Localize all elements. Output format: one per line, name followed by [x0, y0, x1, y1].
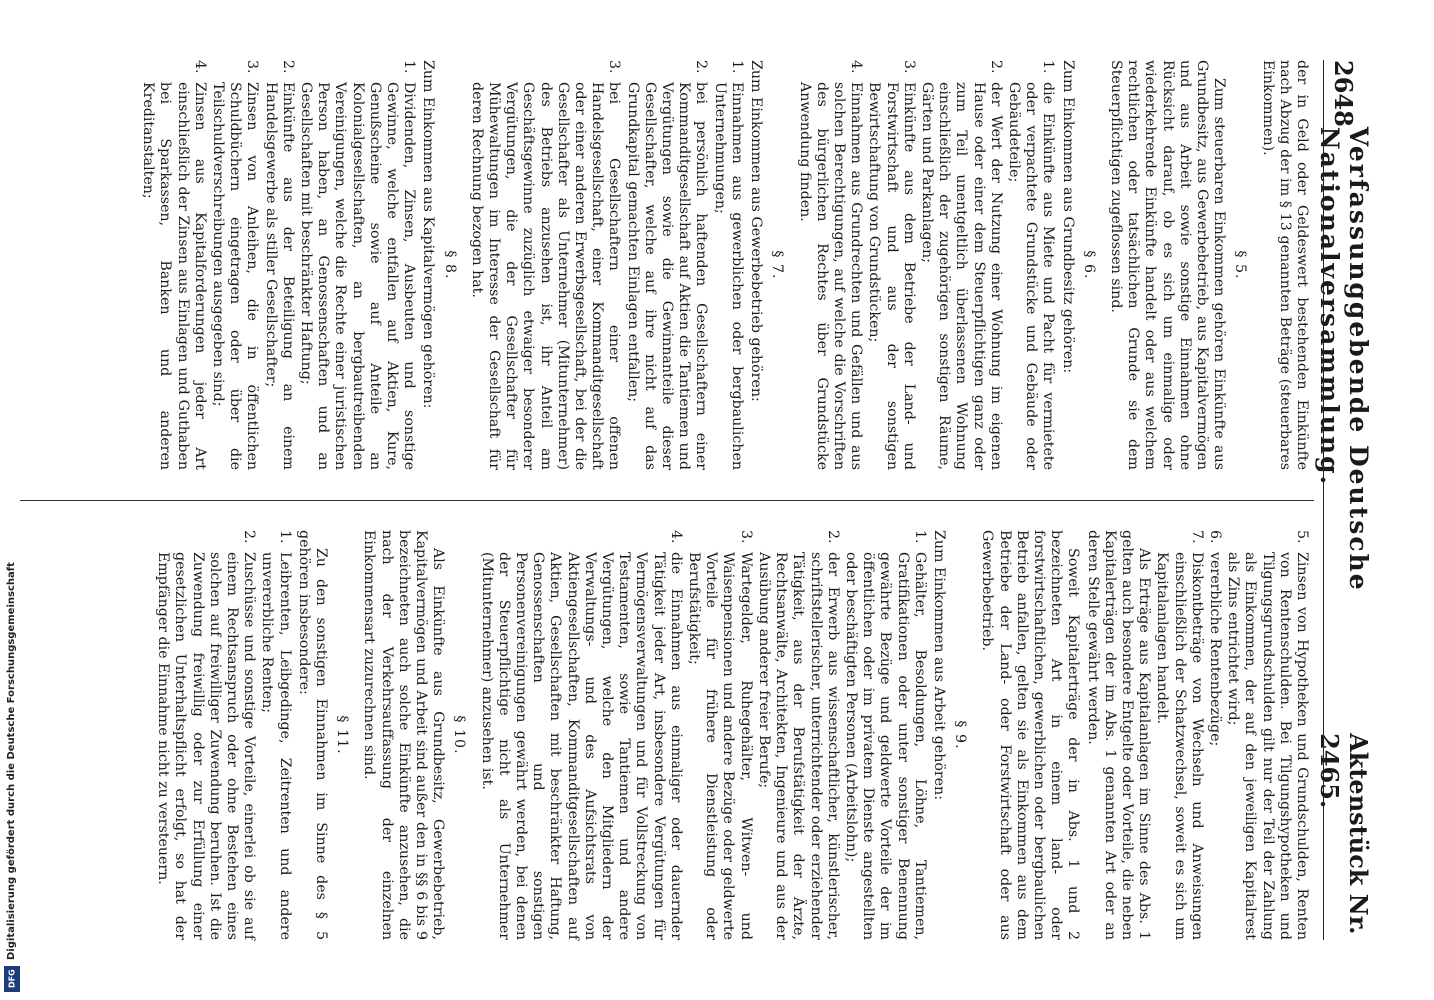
list-item-number: 2. [241, 530, 258, 544]
list-item-number: 1. [911, 530, 928, 544]
page-number: 2648 [1329, 60, 1359, 127]
list-item-text: Dividenden, Zinsen, Ausbeuten und sonstige Gewinne, welche entfallen auf Aktien, Kure, Genußscheine sowie auf Anteile an Kolonialgesellschaften, an bergbautreibenden Vereinigungen, welche die Rechte einer juristischen Person haben, an Genossenschaften und an Gesellschaften mit beschränkter Haftung; [298, 82, 418, 470]
list-item [711, 60, 745, 470]
list-item-text: bei persönlich haftenden Gesellschaftern einer Kommanditgesellschaft auf Aktien die Tantiemen und Vergütungen sowie die Gewinnanteile dieser Gesellschafter, welche auf ihre nicht auf das Grundkapital gemachten Einlagen entfallen; [624, 82, 710, 470]
list-item-text: Einkünfte aus der Beteiligung an einem Handelsgewerbe als stiller Gesellschafter; [262, 82, 296, 470]
list-item-number: 4. [667, 530, 684, 544]
list-item-text: Einnahmen aus gewerblichen oder bergbaulichen Unternehmungen; [711, 82, 745, 470]
funding-note: Digitalisierung gefördert durch die Deutsche Forschungsgemeinschaft [6, 562, 17, 960]
page-header [1315, 60, 1373, 940]
section-heading: § 10. [451, 715, 468, 755]
list-item-number: 7. [1188, 530, 1205, 544]
page-title: Verfassunggebende Deutsche Nationalversammlung. [1315, 126, 1373, 592]
list-item [261, 60, 295, 470]
list-item-number: 1. [1040, 60, 1057, 74]
paragraph: Als Einkünfte aus Grundbesitz, Gewerbebetrieb, Kapitalvermögen und Arbeit sind außer den in §§ 6 bis 9 bezeichneten auch solche Einkünfte anzusehen, die nach der Verkehrsauffassung der einzelnen Einkommensart zuzurechnen sind. [361, 530, 447, 940]
list-item-text: vererbliche Rentenbezüge; [1206, 552, 1223, 747]
section-heading: § 6. [1080, 250, 1097, 280]
list-item-number: 2. [824, 530, 841, 544]
paragraph: der in Geld oder Geldeswert bestehenden Einkünfte nach Abzug der im § 13 genannten Beträge (steuerbares Einkommen). [1259, 60, 1310, 470]
side-note [6, 20, 20, 980]
list-item-number: 4. [191, 60, 208, 74]
paragraph: Zum Einkommen aus Grundbesitz gehören: [1059, 60, 1076, 374]
list-item-number: 3. [737, 530, 754, 544]
paragraph: Soweit Kapitalerträge der in Abs. 1 und 2 bezeichneten Art in einem land- oder forstwirtschaftlichen, gewerblichen oder bergbaulichen Betrieb anfallen, gelten sie als Einkommen aus dem Betriebe der Land- oder Forstwirtschaft oder aus Gewerbebetrieb. [979, 530, 1082, 940]
dfg-logo: DFG [4, 966, 20, 992]
list-item-text: Diskontbeträge von Wechseln und Anweisungen einschließlich der Schatzwechsel, soweit es sich um Kapitalanlagen handelt. [1154, 552, 1205, 940]
list-item-number: 1. [401, 60, 418, 74]
right-column [153, 530, 1310, 940]
list-item-text: die Einkünfte aus Miete und Pacht für vermietete oder verpachtete Grundstücke und Gebäude oder Gebäudeteile; [1005, 82, 1057, 470]
paragraph: Zum steuerbaren Einkommen gehören Einkünfte aus Grundbesitz, aus Gewerbebetrieb, aus Kapitalvermögen und aus Arbeit sowie sonstige Einnahmen ohne Rücksicht darauf, ob es sich um einmalige oder wiederkehrende Einkünfte handelt oder aus welchem rechtlichen oder tatsächlichen Grunde sie dem Steuerpflichtigen zugeflossen sind. [1107, 60, 1228, 470]
list-item-number: 6. [1206, 530, 1223, 544]
list-item-text: bei Gesellschaftern einer offenen Handelsgesellschaft, einer Kommanditgesellschaft oder einer anderen Erwerbsgesellschaft, bei der die Gesellschafter als Unternehmer (Mitunternehmer) des Betriebs anzusehen ist, ihr Anteil am Geschäftsgewinne zuzüglich etwaiger besonderer Vergütungen, die der Gesellschafter für Mühewaltungen im Interesse der Gesellschaft für deren Rechnung bezogen hat. [468, 82, 623, 470]
document-number: Aktenstück Nr. 2465. [1315, 733, 1373, 935]
left-column [138, 60, 1310, 470]
list-item [297, 60, 417, 470]
list-item [209, 60, 261, 470]
list-item [139, 60, 208, 470]
list-item [258, 530, 292, 940]
list-item-text: der Erwerb aus wissenschaftlicher, künstlerischer, schriftstellerischer, unterrichtender oder erziehender Tätigkeit, aus der Berufstätigkeit der Ärzte, Rechtsanwälte, Architekten, Ingenieure und aus der Ausübung anderer freier Berufe; [755, 552, 841, 940]
paragraph: Als Erträge aus Kapitalanlagen im Sinne des Abs. 1 gelten auch besondere Entgelte oder Vorteile, die neben Kapitalerträgen der im Abs. 1 genannten Art oder an deren Stelle gewährt werden. [1084, 530, 1153, 940]
list-item [1153, 530, 1205, 940]
list-item [865, 60, 917, 470]
section-heading: § 8. [441, 250, 458, 280]
list-item-number: 1. [276, 530, 293, 544]
list-item-text: Einkünfte aus dem Betriebe der Land- und Forstwirtschaft und aus der sonstigen Bewirtschaftung von Grundstücken; [866, 82, 917, 470]
list-item [1206, 530, 1223, 940]
list-item [468, 60, 623, 470]
header-rule [1323, 60, 1324, 940]
list-item-number: 3. [606, 60, 623, 74]
column-divider [20, 500, 1314, 501]
list-item-text: Zuschüsse und sonstige Vorteile, einerlei ob sie auf einem Rechtsanspruch oder ohne Bestehen eines solchen auf freiwilliger Zuwendung beruhen. Ist die Zuwendung freiwillig oder zur Erfüllung einer gesetzlichen Unterhaltspflicht erfolgt, so hat der Empfänger die Einnahme nicht zu versteuern. [155, 552, 258, 940]
list-item-text: Leibrenten, Leibgedinge, Zeitrenten und andere unvererbliche Renten; [259, 552, 293, 940]
list-item-number: 2. [987, 60, 1004, 74]
paragraph: Zum Einkommen aus Gewerbebetrieb gehören: [748, 60, 765, 402]
list-item [1005, 60, 1057, 470]
list-item-text: Zinsen aus Kapitalforderungen jeder Art einschließlich der Zinsen aus Einlagen und Guthaben bei Sparkassen, Banken und anderen Kreditanstalten; [140, 82, 208, 470]
list-item-text: der Wert der Nutzung einer Wohnung im eigenen Hause oder einer dem Steuerpflichtigen ganz oder zum Teil unentgeltlich überlassenen Wohnung einschließlich der zugehörigen sonstigen Räume, Gärten und Parkanlagen; [918, 82, 1004, 470]
list-item [918, 60, 1004, 470]
list-item-number: 1. [728, 60, 745, 74]
list-item-text: Einnahmen aus Grundrechten und Gefällen und aus solchen Berechtigungen, auf welche die Vorschriften des bürgerlichen Rechtes über Grundstücke Anwendung finden. [796, 82, 865, 470]
list-item [477, 530, 683, 940]
section-heading: § 5. [1232, 250, 1249, 280]
paragraph: Zu den sonstigen Einnahmen im Sinne des § 5 gehören insbesondere: [295, 530, 330, 940]
section-heading: § 11. [334, 715, 351, 755]
list-item-number: 3. [244, 60, 261, 74]
paragraph: Zum Einkommen aus Arbeit gehören: [930, 530, 947, 800]
list-item-text: Zinsen von Anleihen, die in öffentlichen Schuldbüchern eingetragen oder über die Teilschuldverschreibungen ausgegeben sind; [210, 82, 261, 470]
list-item [842, 530, 928, 940]
section-heading: § 9. [952, 720, 969, 750]
list-item [623, 60, 709, 470]
paragraph: Zum Einkommen aus Kapitalvermögen gehören: [420, 60, 437, 409]
list-item-number: 3. [900, 60, 917, 74]
list-item-number: 2. [279, 60, 296, 74]
list-item [795, 60, 864, 470]
list-item-number: 5. [1294, 530, 1310, 544]
list-item [685, 530, 754, 940]
list-item [154, 530, 257, 940]
list-item-text: Zinsen von Hypotheken und Grundschulden, Renten von Rentenschulden. Bei Tilgungshypotheken und Tilgungsgrundschulden gilt nur der Teil der Zahlung als Einkommen, der auf den jeweiligen Kapitalrest als Zins entrichtet wird; [1225, 552, 1310, 940]
list-item-text: Gehälter, Besoldungen, Löhne, Tantiemen, Gratifikationen oder unter sonstiger Benennung gewährte Bezüge und geldwerte Vorteile der im öffentlichen oder im privatem Dienste angestellten oder beschäftigten Personen (Arbeitslohn); [842, 552, 928, 940]
list-item-text: die Einnahmen aus einmaliger oder dauernder Tätigkeit jeder Art, insbesondere Vergütungen für Vermögensverwaltungen und für Vollstreckung von Testamenten, sowie Tantiemen und andere Vergütungen, welche den Mitgliedern der Verwaltungs- und des Aufsichtsrats von Aktiengesellschaften, Kommanditgesellschaften auf Aktien, Gesellschaften mit beschränkter Haftung, Genossenschaften und sonstigen Personenvereinigungen gewährt werden, bei denen der Steuerpflichtige nicht als Unternehmer (Mitunternehmer) anzusehen ist. [478, 552, 684, 940]
list-item [755, 530, 841, 940]
list-item-number: 4. [848, 60, 865, 74]
list-item-number: 2. [693, 60, 710, 74]
list-item-text: Wartegelder, Ruhegehälter, Witwen- und Waisenpensionen und andere Bezüge oder geldwerte Vorteile für frühere Dienstleistung oder Berufstätigkeit; [686, 552, 754, 940]
list-item [1224, 530, 1310, 940]
section-heading: § 7. [769, 250, 786, 280]
